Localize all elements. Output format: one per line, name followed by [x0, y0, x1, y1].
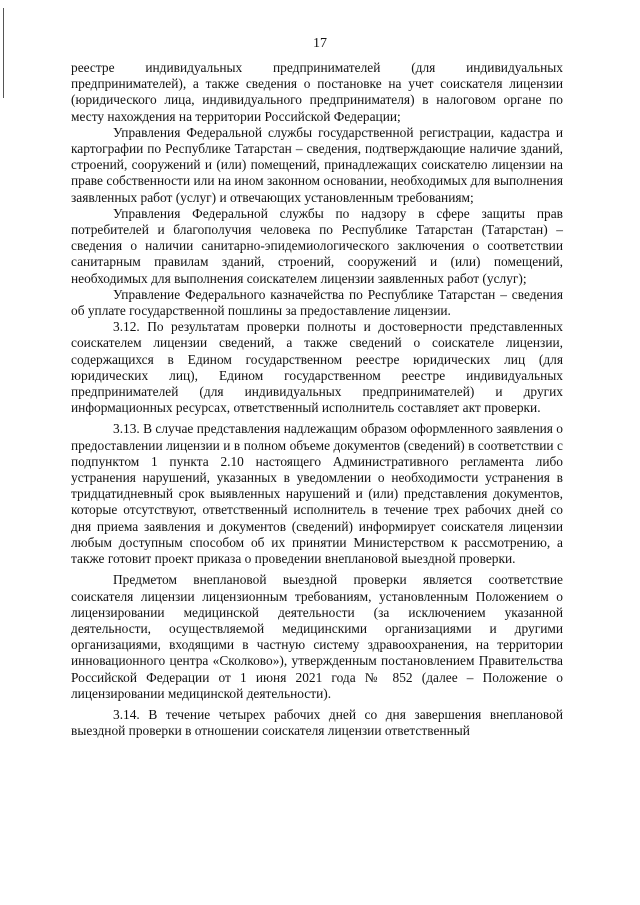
paragraph-3-12: 3.12. По результатам проверки полноты и достоверности представленных соискателем лицензии сведений, а также сведений о соискателе лицензии, содержащихся в Едином государственном реестре юридических лиц (для юридических лиц), Едином государственном реестре индивидуальных предпринимателей (для индивидуальных предпринимателей) и других информационных ресурсах, ответственный исполнитель составляет акт проверки.	[71, 319, 563, 416]
paragraph-rospotrebnadzor: Управления Федеральной службы по надзору в сфере защиты прав потребителей и благополучия человека по Республике Татарстан (Татарстан) – сведения о наличии санитарно-эпидемиологического заключения о соответствии санитарным правилам зданий, строений, сооружений и (или) помещений, необходимых для выполнения соискателем лицензии заявленных работ (услуг);	[71, 205, 563, 286]
paragraph-treasury: Управление Федерального казначейства по Республике Татарстан – сведения об уплате государственной пошлины за предоставление лицензии.	[71, 286, 563, 319]
paragraph-registry-continuation: реестре индивидуальных предпринимателей (для индивидуальных предпринимателей), а также сведения о постановке на учет соискателя лицензии (юридического лица, индивидуального предпринимателя) в налоговом органе по месту нахождения на территории Российской Федерации;	[71, 60, 563, 124]
paragraph-3-14: 3.14. В течение четырех рабочих дней со дня завершения внеплановой выездной проверки в отношении соискателя лицензии ответственный	[71, 706, 563, 739]
paragraph-3-13: 3.13. В случае представления надлежащим образом оформленного заявления о предоставлении лицензии и в полном объеме документов (сведений) в соответствии с подпунктом 1 пункта 2.10 настоящего Административного регламента либо устранения нарушений, указанных в уведомлении о необходимости устранения в тридцатидневный срок выявленных нарушений и (или) представления документов, которые отсутствуют, ответственный исполнитель в течение трех рабочих дней со дня приема заявления и документов (сведений) информирует соискателя лицензии любым доступным способом об их принятии Министерством к рассмотрению, а также готовит проект приказа о проведении внеплановой выездной проверки.	[71, 421, 563, 567]
page-number: 17	[313, 36, 327, 51]
document-body	[71, 60, 563, 739]
scan-edge-mark	[3, 8, 4, 98]
paragraph-inspection-subject: Предметом внеплановой выездной проверки является соответствие соискателя лицензии лицензионным требованиям, установленным Положением о лицензировании медицинской деятельности (за исключением указанной деятельности, осуществляемой медицинскими организациями и другими организациями, входящими в частную систему здравоохранения, на территории инновационного центра «Сколково»), утвержденным постановлением Правительства Российской Федерации от 1 июня 2021 года № 852 (далее – Положение о лицензировании медицинской деятельности).	[71, 572, 563, 701]
paragraph-rosreestr: Управления Федеральной службы государственной регистрации, кадастра и картографии по Республике Татарстан – сведения, подтверждающие наличие зданий, строений, сооружений и (или) помещений, принадлежащих соискателю лицензии на праве собственности или на ином законном основании, необходимых для выполнения заявленных работ (услуг) и отвечающих установленным требованиям;	[71, 124, 563, 205]
